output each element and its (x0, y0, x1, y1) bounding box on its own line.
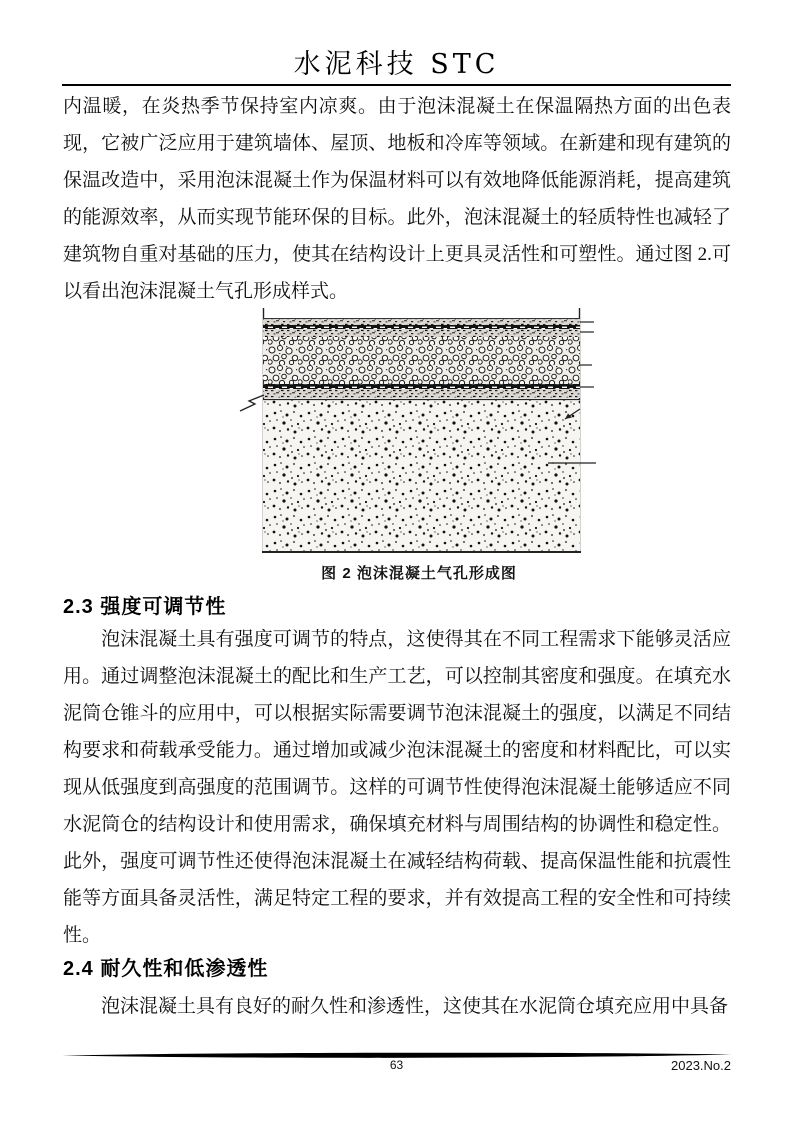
base-concrete-layer (263, 400, 580, 552)
section-2-3-heading: 2.3 强度可调节性 (63, 596, 227, 618)
surface-finish-layer (263, 319, 580, 338)
section-2-4-heading: 2.4 耐久性和低渗透性 (63, 958, 269, 980)
section-2-4-paragraph: 泡沫混凝土具有良好的耐久性和渗透性，这使其在水泥筒仓填充应用中具备 (101, 996, 729, 1017)
issue-label: 2023.No.2 (671, 1058, 731, 1073)
break-mark-icon (240, 395, 264, 411)
pore-formation-diagram (238, 305, 600, 555)
figure-caption: 图 2 泡沫混凝土气孔形成图 (321, 565, 517, 582)
foam-concrete-pore-layer (263, 337, 580, 384)
section-2-3-paragraph: 泡沫混凝土具有强度可调节的特点，这使得其在不同工程需求下能够灵活应用。通过调整泡沫混凝土的配比和生产工艺，可以控制其密度和强度。在填充水泥筒仓锥斗的应用中，可以根据实际需要调节泡沫混凝土的强度，以满足不同结构要求和荷载承受能力。通过增加或减少泡沫混凝土的密度和材料配比，可以实现从低强度到高强度的范围调节。这样的可调节性使得泡沫混凝土能够适应不同水泥筒仓的结构设计和使用需求，确保填充材料与周围结构的协调性和稳定性。此外，强度可调节性还使得泡沫混凝土在减轻结构荷载、提高保温性能和抗震性能等方面具备灵活性，满足特定工程的要求，并有效提高工程的安全性和可持续性。 (63, 629, 731, 946)
intro-paragraph: 内温暖，在炎热季节保持室内凉爽。由于泡沫混凝土在保温隔热方面的出色表现，它被广泛应用于建筑墙体、屋顶、地板和冷库等领域。在新建和现有建筑的保温改造中，采用泡沫混凝土作为保温材料可以有效地降低能源消耗，提高建筑的能源效率，从而实现节能环保的目标。此外，泡沫混凝土的轻质特性也减轻了建筑物自重对基础的压力，使其在结构设计上更具灵活性和可塑性。通过图 2.可以看出泡沫混凝土气孔形成样式。 (63, 96, 731, 302)
footer-rule (62, 1047, 731, 1056)
journal-title: 水泥科技 STC (293, 49, 500, 80)
header-rule (62, 84, 731, 86)
page-number: 63 (389, 1058, 404, 1072)
figure-2 (238, 305, 600, 583)
separator-layer (263, 384, 580, 398)
